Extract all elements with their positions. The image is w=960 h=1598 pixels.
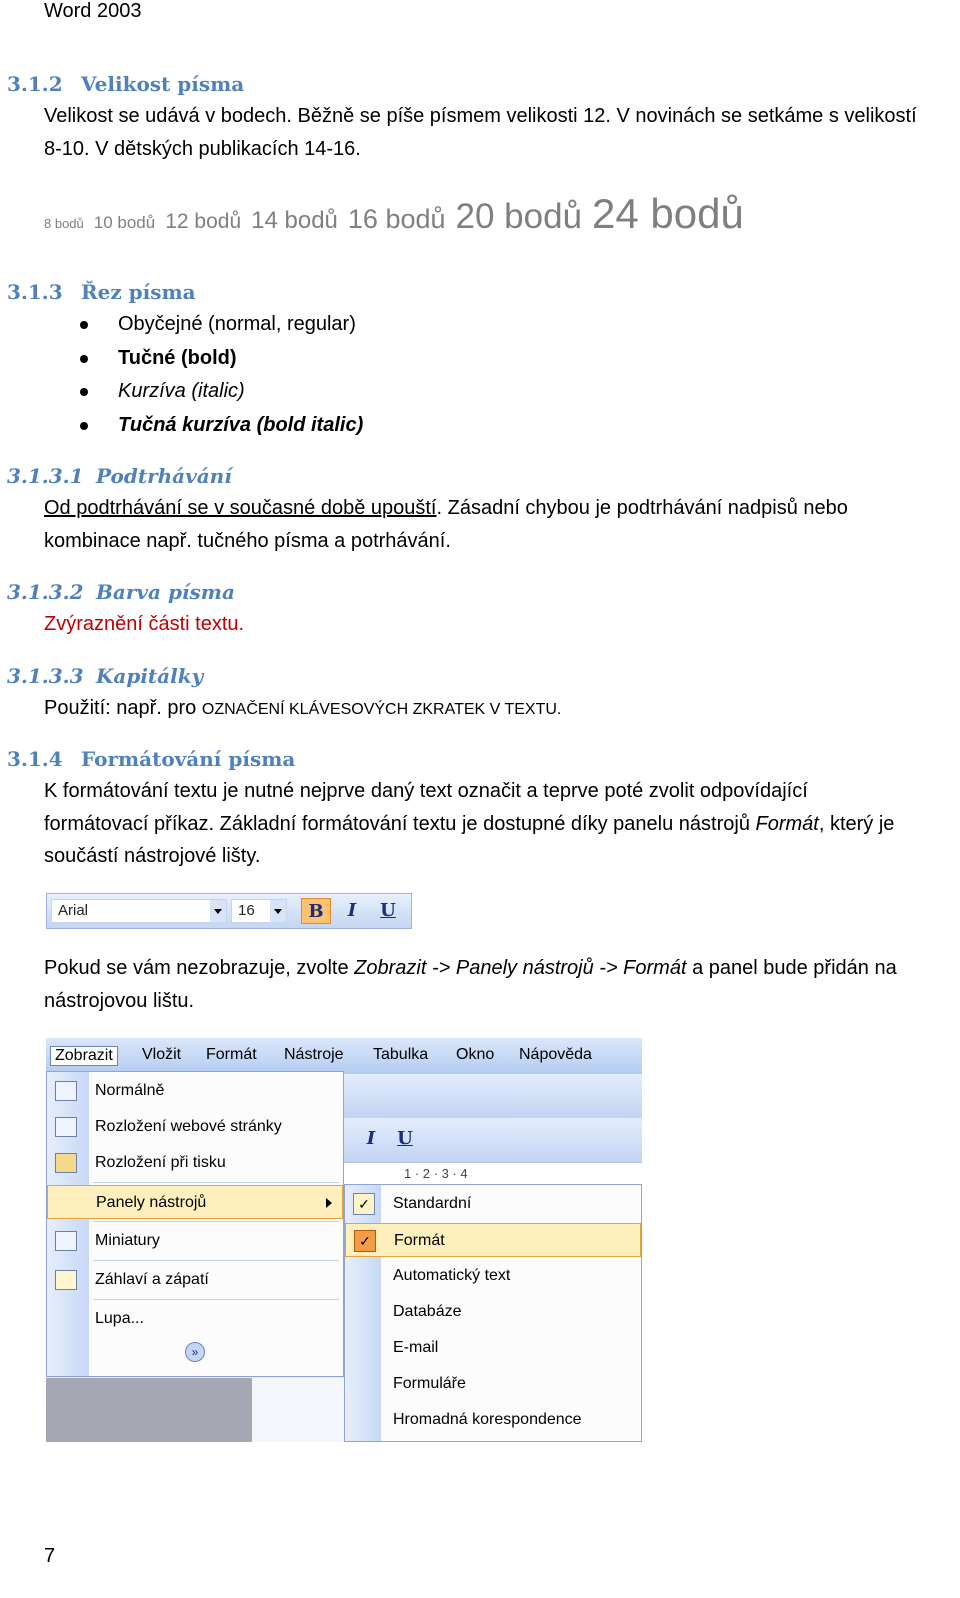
menu-tabulka[interactable]: Tabulka bbox=[373, 1046, 429, 1063]
toolbars-submenu bbox=[344, 1184, 642, 1442]
bullet-icon bbox=[80, 422, 88, 430]
print-layout-icon bbox=[55, 1153, 77, 1173]
size-sample-12: 12 bodů bbox=[165, 210, 242, 233]
paragraph-format-2: formátovací příkaz. Základní formátování textu je dostupné díky panelu nástrojů Formát, který je bbox=[44, 813, 895, 835]
menu-format[interactable]: Formát bbox=[206, 1046, 257, 1063]
menu-okno[interactable]: Okno bbox=[456, 1046, 495, 1063]
thumbnails-icon bbox=[55, 1231, 77, 1251]
list-item: Tučná kurzíva (bold italic) bbox=[44, 409, 644, 443]
font-size-samples bbox=[44, 190, 754, 238]
list-item: Obyčejné (normal, regular) bbox=[44, 308, 644, 342]
check-icon: ✓ bbox=[354, 1230, 376, 1252]
font-name-combo[interactable]: Arial bbox=[51, 899, 227, 923]
heading-3-1-3-3 bbox=[7, 664, 203, 688]
heading-title: Řez písma bbox=[81, 280, 196, 304]
size-sample-10: 10 bodů bbox=[93, 213, 156, 232]
paragraph-how-to-2: nástrojovou lištu. bbox=[44, 990, 195, 1012]
menu-separator bbox=[93, 1299, 339, 1300]
font-style-list bbox=[44, 308, 644, 442]
submenu-item-format[interactable]: ✓ Formát bbox=[345, 1223, 641, 1257]
submenu-arrow-icon bbox=[326, 1198, 332, 1208]
paragraph-how-to-1: Pokud se vám nezobrazuje, zvolte Zobrazit -> Panely nástrojů -> Formát a panel bude přidán na bbox=[44, 957, 897, 979]
paragraph-size-2: 8-10. V dětských publikacích 14-16. bbox=[44, 138, 361, 160]
submenu-item-email[interactable]: E-mail bbox=[393, 1339, 439, 1356]
size-sample-8: 8 bodů bbox=[44, 216, 84, 231]
check-icon: ✓ bbox=[353, 1193, 375, 1215]
menu-napoveda[interactable]: Nápověda bbox=[519, 1046, 592, 1063]
paragraph-color: Zvýraznění části textu. bbox=[44, 613, 245, 635]
standard-toolbar-fragment bbox=[344, 1074, 642, 1118]
paragraph-format-1: K formátování textu je nutné nejprve daný text označit a teprve poté zvolit odpovídající bbox=[44, 780, 808, 802]
heading-number: 3.1.3 bbox=[7, 280, 63, 304]
menu-item-normal[interactable]: Normálně bbox=[47, 1074, 343, 1108]
heading-3-1-3 bbox=[7, 280, 196, 304]
heading-number: 3.1.4 bbox=[7, 747, 63, 771]
bold-button[interactable]: B bbox=[301, 898, 331, 924]
menu-shadow bbox=[252, 1378, 346, 1442]
heading-number: 3.1.3.3 bbox=[7, 664, 84, 688]
heading-title: Podtrhávání bbox=[96, 464, 232, 488]
heading-3-1-4 bbox=[7, 747, 295, 771]
submenu-item-forms[interactable]: Formuláře bbox=[393, 1375, 466, 1392]
heading-number: 3.1.3.1 bbox=[7, 464, 84, 488]
submenu-item-mail-merge[interactable]: Hromadná korespondence bbox=[393, 1411, 582, 1428]
italic-button[interactable]: I bbox=[366, 1128, 376, 1149]
formatting-toolbar bbox=[46, 893, 412, 929]
heading-number: 3.1.2 bbox=[7, 72, 63, 96]
size-sample-14: 14 bodů bbox=[251, 207, 338, 234]
heading-title: Formátování písma bbox=[81, 747, 296, 771]
size-sample-20: 20 bodů bbox=[455, 197, 583, 236]
chevron-down-icon[interactable] bbox=[270, 900, 286, 922]
view-menu bbox=[46, 1071, 344, 1377]
menu-separator bbox=[93, 1182, 339, 1183]
menu-bar bbox=[46, 1038, 642, 1074]
paragraph-smallcaps: Použití: např. pro OZNAČENÍ KLÁVESOVÝCH ZKRATEK V TEXTU. bbox=[44, 697, 562, 719]
list-item: Tučné (bold) bbox=[44, 342, 644, 376]
header-footer-icon bbox=[55, 1270, 77, 1290]
paragraph-underline-1: Od podtrhávání se v současné době upouští. Zásadní chybou je podtrhávání nadpisů nebo bbox=[44, 497, 848, 519]
heading-title: Velikost písma bbox=[81, 72, 245, 96]
chevron-down-icon[interactable] bbox=[210, 900, 226, 922]
size-sample-16: 16 bodů bbox=[347, 204, 446, 234]
menu-item-zoom[interactable]: Lupa... bbox=[95, 1310, 144, 1327]
web-layout-icon bbox=[55, 1117, 77, 1137]
menu-zobrazit[interactable]: Zobrazit bbox=[50, 1046, 118, 1066]
list-item: Kurzíva (italic) bbox=[44, 375, 644, 409]
ruler: 1 · 2 · 3 · 4 bbox=[344, 1162, 642, 1185]
heading-3-1-2 bbox=[7, 72, 244, 96]
bullet-icon bbox=[80, 321, 88, 329]
menu-separator bbox=[93, 1221, 339, 1222]
menu-item-web-layout[interactable]: Rozložení webové stránky bbox=[47, 1110, 343, 1144]
heading-title: Barva písma bbox=[96, 580, 235, 604]
bullet-icon bbox=[80, 355, 88, 363]
menu-screenshot bbox=[46, 1038, 642, 1442]
heading-title: Kapitálky bbox=[96, 664, 204, 688]
menu-vlozit[interactable]: Vložit bbox=[142, 1046, 182, 1063]
menu-item-thumbnails[interactable]: Miniatury bbox=[47, 1224, 343, 1258]
menu-item-toolbars[interactable]: Panely nástrojů bbox=[47, 1185, 343, 1219]
page-header: Word 2003 bbox=[44, 0, 142, 22]
font-size-combo[interactable]: 16 bbox=[231, 899, 287, 923]
heading-3-1-3-2 bbox=[7, 580, 235, 604]
formatting-toolbar-fragment bbox=[344, 1118, 642, 1162]
gray-area bbox=[46, 1378, 252, 1442]
menu-nastroje[interactable]: Nástroje bbox=[284, 1046, 344, 1063]
normal-view-icon bbox=[55, 1081, 77, 1101]
underline-button[interactable]: U bbox=[380, 900, 396, 921]
size-sample-24: 24 bodů bbox=[592, 190, 744, 237]
underline-button[interactable]: U bbox=[397, 1128, 413, 1149]
paragraph-size-1: Velikost se udává v bodech. Běžně se píše písmem velikosti 12. V novinách se setkáme s velikostí bbox=[44, 105, 917, 127]
page-number: 7 bbox=[44, 1545, 56, 1567]
bullet-icon bbox=[80, 388, 88, 396]
submenu-item-autotext[interactable]: Automatický text bbox=[393, 1267, 511, 1284]
paragraph-underline-2: kombinace např. tučného písma a potrhávání. bbox=[44, 530, 451, 552]
submenu-item-database[interactable]: Databáze bbox=[393, 1303, 462, 1320]
expand-menu-icon[interactable]: » bbox=[185, 1342, 205, 1362]
italic-button[interactable]: I bbox=[347, 900, 357, 921]
menu-item-header-footer[interactable]: Záhlaví a zápatí bbox=[47, 1263, 343, 1297]
paragraph-format-3: součástí nástrojové lišty. bbox=[44, 845, 261, 867]
submenu-item-standard[interactable]: ✓ Standardní bbox=[345, 1187, 641, 1221]
menu-separator bbox=[93, 1260, 339, 1261]
heading-3-1-3-1 bbox=[7, 464, 232, 488]
menu-item-print-layout[interactable]: Rozložení při tisku bbox=[47, 1146, 343, 1180]
heading-number: 3.1.3.2 bbox=[7, 580, 84, 604]
